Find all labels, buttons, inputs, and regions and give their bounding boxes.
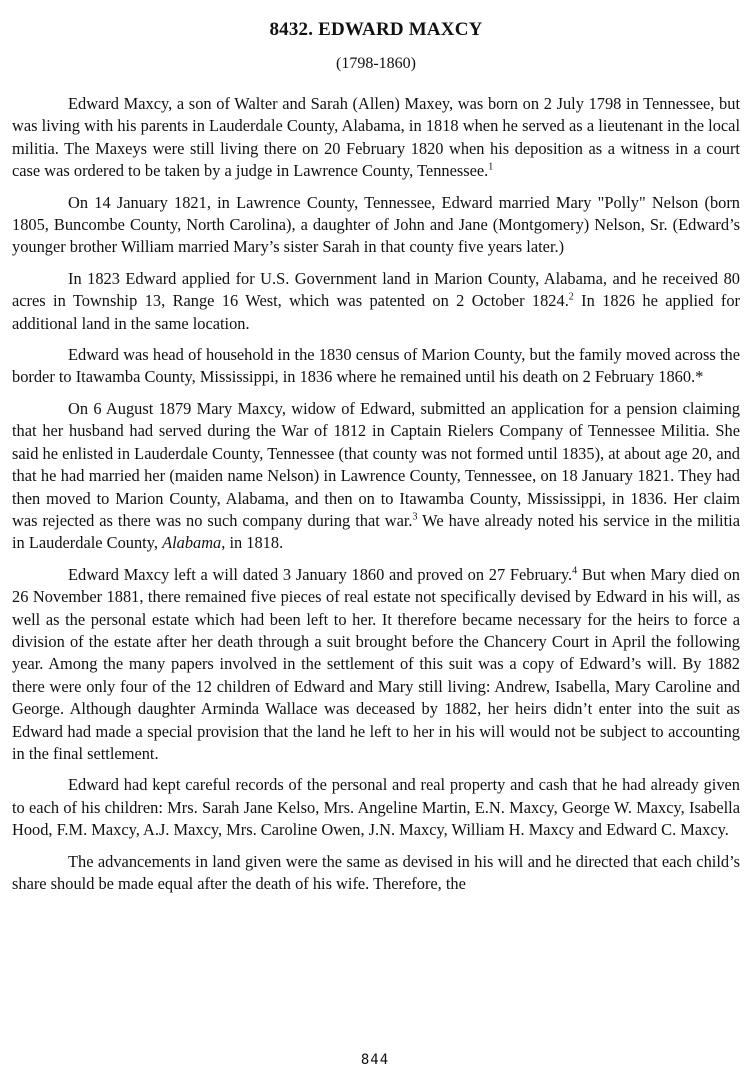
body-paragraph xyxy=(12,192,740,259)
paragraph-text: But when Mary died on 26 November 1881, there remained five pieces of real estate not specifically devised by Edward in his will, as well as the personal estate which had been left to her. It therefore became necessary for the heirs to force a division of the estate after her death through a suit brought before the Chancery Court in April the following year. Among the many papers involved in the settlement of this suit was a copy of Edward’s will. By 1882 there were only four of the 12 children of Edward and Mary still living: Andrew, Isabella, Mary Caroline and George. Although daughter Arminda Wallace was deceased by 1882, her heirs didn’t enter into the suit as Edward had made a special provision that the land he left to her in his will would not be subject to accounting in the final settlement. xyxy=(12,564,740,763)
paragraph-text: On 6 August 1879 Mary Maxcy, widow of Edward, submitted an application for a pension claiming that her husband had served during the War of 1812 in Captain Rielers Company of Tennessee Militia. She said he enlisted in Lauderdale County, Tennessee (that county was not formed until 1835), at about age 20, and that he had married her (maiden name Nelson) in Lawrence County, Tennessee, on 18 January 1821. They had then moved to Marion County, Alabama, and then on to Itawamba County, Mississippi, in 1836. Her claim was rejected as there was no such company during that war. xyxy=(12,398,740,530)
body-paragraph xyxy=(12,398,740,555)
document-page xyxy=(12,14,740,904)
paragraph-text: , in 1818. xyxy=(221,533,284,553)
paragraph-text: Edward Maxcy left a will dated 3 January 1860 and proved on 27 February. xyxy=(68,564,573,584)
document-body xyxy=(12,93,740,895)
paragraph-text: Edward Maxcy, a son of Walter and Sarah (Allen) Maxey, was born on 2 July 1798 in Tennessee, but was living with his parents in Lauderdale County, Alabama, in 1818 when he served as a lieutenant in the local militia. The Maxeys were still living there on 20 February 1820 when his deposition as a witness in a court case was ordered to be taken by a judge in Lawrence County, Tennessee. xyxy=(12,94,740,181)
body-paragraph xyxy=(12,268,740,335)
paragraph-text: The advancements in land given were the same as devised in his will and he directed that each child’s share should be made equal after the death of his wife. Therefore, the xyxy=(12,851,740,893)
life-dates: (1798-1860) xyxy=(336,55,416,72)
paragraph-text: Edward had kept careful records of the personal and real property and cash that he had already given to each of his children: Mrs. Sarah Jane Kelso, Mrs. Angeline Martin, E.N. Maxcy, George W. Maxcy, Isabella Hood, F.M. Maxcy, A.J. Maxcy, Mrs. Caroline Owen, J.N. Maxcy, William H. Maxcy and Edward C. Maxcy. xyxy=(12,775,740,840)
body-paragraph xyxy=(12,93,740,183)
footnote-marker: 3 xyxy=(412,511,418,523)
paragraph-text: On 14 January 1821, in Lawrence County, Tennessee, Edward married Mary "Polly" Nelson (born 1805, Buncombe County, North Carolina), a daughter of John and Jane (Montgomery) Nelson, Sr. (Edward’s younger brother William married Mary’s sister Sarah in that county five years later.) xyxy=(12,192,740,257)
paragraph-text: Edward was head of household in the 1830 census of Marion County, but the family moved across the border to Itawamba County, Mississippi, in 1836 where he remained until his death on 2 February 1860.* xyxy=(12,345,740,387)
body-paragraph xyxy=(12,851,740,896)
paragraph-text: We have already noted his service in the militia in Lauderdale County, xyxy=(12,510,740,553)
footnote-marker: 2 xyxy=(568,291,574,303)
italic-text: Alabama xyxy=(162,533,222,553)
document-title: 8432. EDWARD MAXCY xyxy=(269,19,483,40)
body-paragraph xyxy=(12,564,740,766)
footnote-marker: 4 xyxy=(572,565,578,577)
paragraph-text: In 1823 Edward applied for U.S. Government land in Marion County, Alabama, and he received 80 acres in Township 13, Range 16 West, which was patented on 2 October 1824. xyxy=(12,268,740,311)
footnote-marker: 1 xyxy=(488,161,494,173)
page-number: 844 xyxy=(360,1052,390,1068)
body-paragraph xyxy=(12,344,740,389)
paragraph-text: In 1826 he applied for additional land in the same location. xyxy=(12,291,740,333)
body-paragraph xyxy=(12,774,740,841)
